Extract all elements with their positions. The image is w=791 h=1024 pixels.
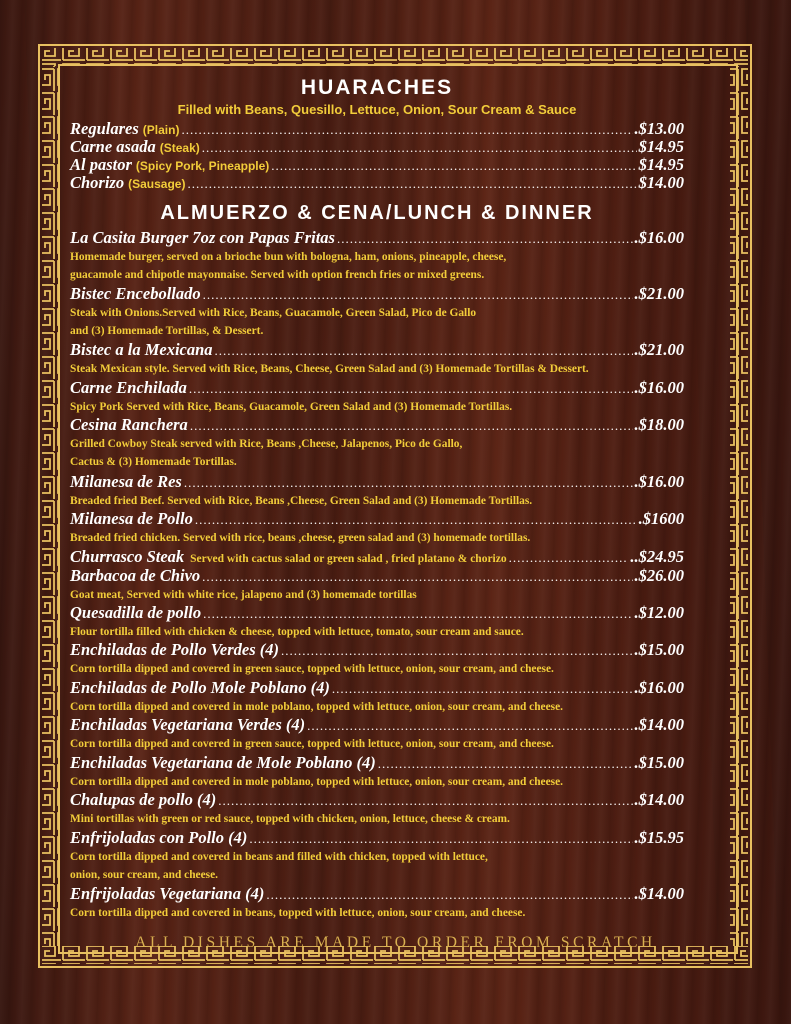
item-name: Enchiladas de Pollo Mole Poblano (4) xyxy=(70,678,330,697)
item-name: Churrasco Steak xyxy=(70,547,185,566)
item-description: Goat meat, Served with white rice, jalapeno and (3) homemade tortillas xyxy=(70,589,417,601)
menu-item xyxy=(70,715,684,735)
menu-item xyxy=(70,828,684,848)
dot-leader xyxy=(181,122,632,138)
item-note: (Spicy Pork, Pineapple) xyxy=(135,159,270,173)
dot-leader xyxy=(266,887,632,903)
item-name: Milanesa de Res xyxy=(70,472,182,491)
dot-leader xyxy=(184,475,633,491)
item-price: .$15.00 xyxy=(634,753,684,772)
item-name: Chalupas de pollo (4) xyxy=(70,790,217,809)
item-name: Carne Enchilada xyxy=(70,378,187,397)
item-name: La Casita Burger 7oz con Papas Fritas xyxy=(70,228,335,247)
item-description: Breaded fried Beef. Served with Rice, Beans ,Cheese, Green Salad and (3) Homemade Tortillas. xyxy=(70,495,533,507)
item-name: Regulares xyxy=(70,119,139,138)
menu-item xyxy=(70,547,684,567)
item-description: Steak Mexican style. Served with Rice, Beans, Cheese, Green Salad and (3) Homemade Tortillas & Dessert. xyxy=(70,363,589,375)
dot-leader xyxy=(203,606,632,622)
item-price: .$16.00 xyxy=(634,678,684,697)
item-description: Mini tortillas with green or red sauce, topped with chicken, onion, lettuce, cheese & cream. xyxy=(70,813,510,825)
menu-item xyxy=(70,228,684,248)
menu-item xyxy=(70,790,684,810)
item-price: .$12.00 xyxy=(634,603,684,622)
item-price: .$15.00 xyxy=(634,640,684,659)
menu-item xyxy=(70,378,684,398)
item-description: guacamole and chipotle mayonnaise. Served with option french fries or mixed greens. xyxy=(70,269,485,281)
dot-leader xyxy=(378,756,633,772)
menu-item xyxy=(70,173,684,193)
menu-item xyxy=(70,340,684,360)
item-name: Barbacoa de Chivo xyxy=(70,566,201,585)
item-price: .$16.00 xyxy=(634,472,684,491)
dot-leader xyxy=(218,793,632,809)
item-price: .$14.00 xyxy=(634,715,684,734)
item-price: .$26.00 xyxy=(634,566,684,585)
item-description: and (3) Homemade Tortillas, & Dessert. xyxy=(70,325,264,337)
item-description: Grilled Cowboy Steak served with Rice, Beans ,Cheese, Jalapenos, Pico de Gallo, xyxy=(70,438,463,450)
item-description: Homemade burger, served on a brioche bun with bologna, ham, onions, pineapple, cheese, xyxy=(70,251,507,263)
item-name: Milanesa de Pollo xyxy=(70,509,193,528)
item-price: .$18.00 xyxy=(634,415,684,434)
dot-leader xyxy=(215,343,633,359)
item-inline-description: Served with cactus salad or green salad , fried platano & chorizo xyxy=(190,553,507,565)
dot-leader xyxy=(195,512,637,528)
item-price: .$21.00 xyxy=(634,284,684,303)
dot-leader xyxy=(307,718,632,734)
item-name: Bistec Encebollado xyxy=(70,284,201,303)
menu-item xyxy=(70,137,684,157)
item-price: $14.00 xyxy=(638,173,684,192)
item-name: Al pastor xyxy=(70,155,132,174)
item-name: Chorizo xyxy=(70,173,125,192)
item-description: Corn tortilla dipped and covered in green sauce, topped with lettuce, onion, sour cream, and cheese. xyxy=(70,663,554,675)
item-name: Quesadilla de pollo xyxy=(70,603,202,622)
menu-item xyxy=(70,415,684,435)
menu-item xyxy=(70,753,684,773)
item-price: .$14.00 xyxy=(634,884,684,903)
item-name: Bistec a la Mexicana xyxy=(70,340,213,359)
item-price: .$13.00 xyxy=(634,119,684,138)
item-description: Corn tortilla dipped and covered in beans, topped with lettuce, onion, sour cream, and cheese. xyxy=(70,907,526,919)
item-note: (Plain) xyxy=(142,123,180,137)
item-description: Steak with Onions.Served with Rice, Beans, Guacamole, Green Salad, Pico de Gallo xyxy=(70,307,477,319)
item-name: Cesina Ranchera xyxy=(70,415,188,434)
menu-item xyxy=(70,884,684,904)
menu-item xyxy=(70,119,684,139)
menu-item xyxy=(70,155,684,175)
item-name: Enchiladas de Pollo Verdes (4) xyxy=(70,640,279,659)
item-description: Corn tortilla dipped and covered in mole poblano, topped with lettuce, onion, sour cream, and cheese. xyxy=(70,701,563,713)
item-name: Enfrijoladas Vegetariana (4) xyxy=(70,884,265,903)
menu-item xyxy=(70,678,684,698)
dinner-title: ALMUERZO & CENA/LUNCH & DINNER xyxy=(160,202,594,224)
dot-leader xyxy=(271,158,636,174)
dot-leader xyxy=(203,287,633,303)
item-price: .$14.00 xyxy=(634,790,684,809)
dot-leader xyxy=(509,550,629,566)
dot-leader xyxy=(281,643,633,659)
menu-item xyxy=(70,284,684,304)
item-description: onion, sour cream, and cheese. xyxy=(70,869,218,881)
item-price: $14.95 xyxy=(638,137,684,156)
item-description: Corn tortilla dipped and covered in green sauce, topped with lettuce, onion, sour cream, and cheese. xyxy=(70,738,554,750)
item-note: (Sausage) xyxy=(128,177,186,191)
item-description: Corn tortilla dipped and covered in mole poblano, topped with lettuce, onion, sour cream, and cheese. xyxy=(70,776,563,788)
footer-tagline: ALL DISHES ARE MADE TO ORDER FROM SCRATCH xyxy=(135,934,656,951)
item-description: Cactus & (3) Homemade Tortillas. xyxy=(70,456,237,468)
dot-leader xyxy=(189,381,633,397)
item-price: .$16.00 xyxy=(634,228,684,247)
dot-leader xyxy=(187,176,636,192)
item-description: Corn tortilla dipped and covered in beans and filled with chicken, topped with lettuce, xyxy=(70,851,488,863)
menu-item xyxy=(70,509,684,529)
menu-item xyxy=(70,566,684,586)
dot-leader xyxy=(190,418,633,434)
item-name: Enchiladas Vegetariana de Mole Poblano (4) xyxy=(70,753,376,772)
item-name: Carne asada xyxy=(70,137,156,156)
dot-leader xyxy=(202,140,637,156)
menu-item xyxy=(70,603,684,623)
item-description: Flour tortilla filled with chicken & cheese, topped with lettuce, tomato, sour cream and sauce. xyxy=(70,626,524,638)
menu-item xyxy=(70,640,684,660)
item-price: .$21.00 xyxy=(634,340,684,359)
dot-leader xyxy=(249,831,632,847)
dot-leader xyxy=(332,681,633,697)
dot-leader xyxy=(337,231,633,247)
item-description: Spicy Pork Served with Rice, Beans, Guacamole, Green Salad and (3) Homemade Tortillas. xyxy=(70,401,513,413)
item-name: Enchiladas Vegetariana Verdes (4) xyxy=(70,715,306,734)
item-name: Enfrijoladas con Pollo (4) xyxy=(70,828,248,847)
item-price: .$1600 xyxy=(638,509,684,528)
item-note: (Steak) xyxy=(159,141,200,155)
huaraches-subtitle: Filled with Beans, Quesillo, Lettuce, Onion, Sour Cream & Sauce xyxy=(177,102,577,117)
item-price: ..$24.95 xyxy=(630,547,684,566)
item-price: .$16.00 xyxy=(634,378,684,397)
huaraches-title: HUARACHES xyxy=(300,76,454,99)
item-description: Breaded fried chicken. Served with rice, beans ,cheese, green salad and (3) homemade tortillas. xyxy=(70,532,531,544)
item-price: $14.95 xyxy=(638,155,684,174)
dot-leader xyxy=(202,569,632,585)
item-price: .$15.95 xyxy=(634,828,684,847)
menu-item xyxy=(70,472,684,492)
